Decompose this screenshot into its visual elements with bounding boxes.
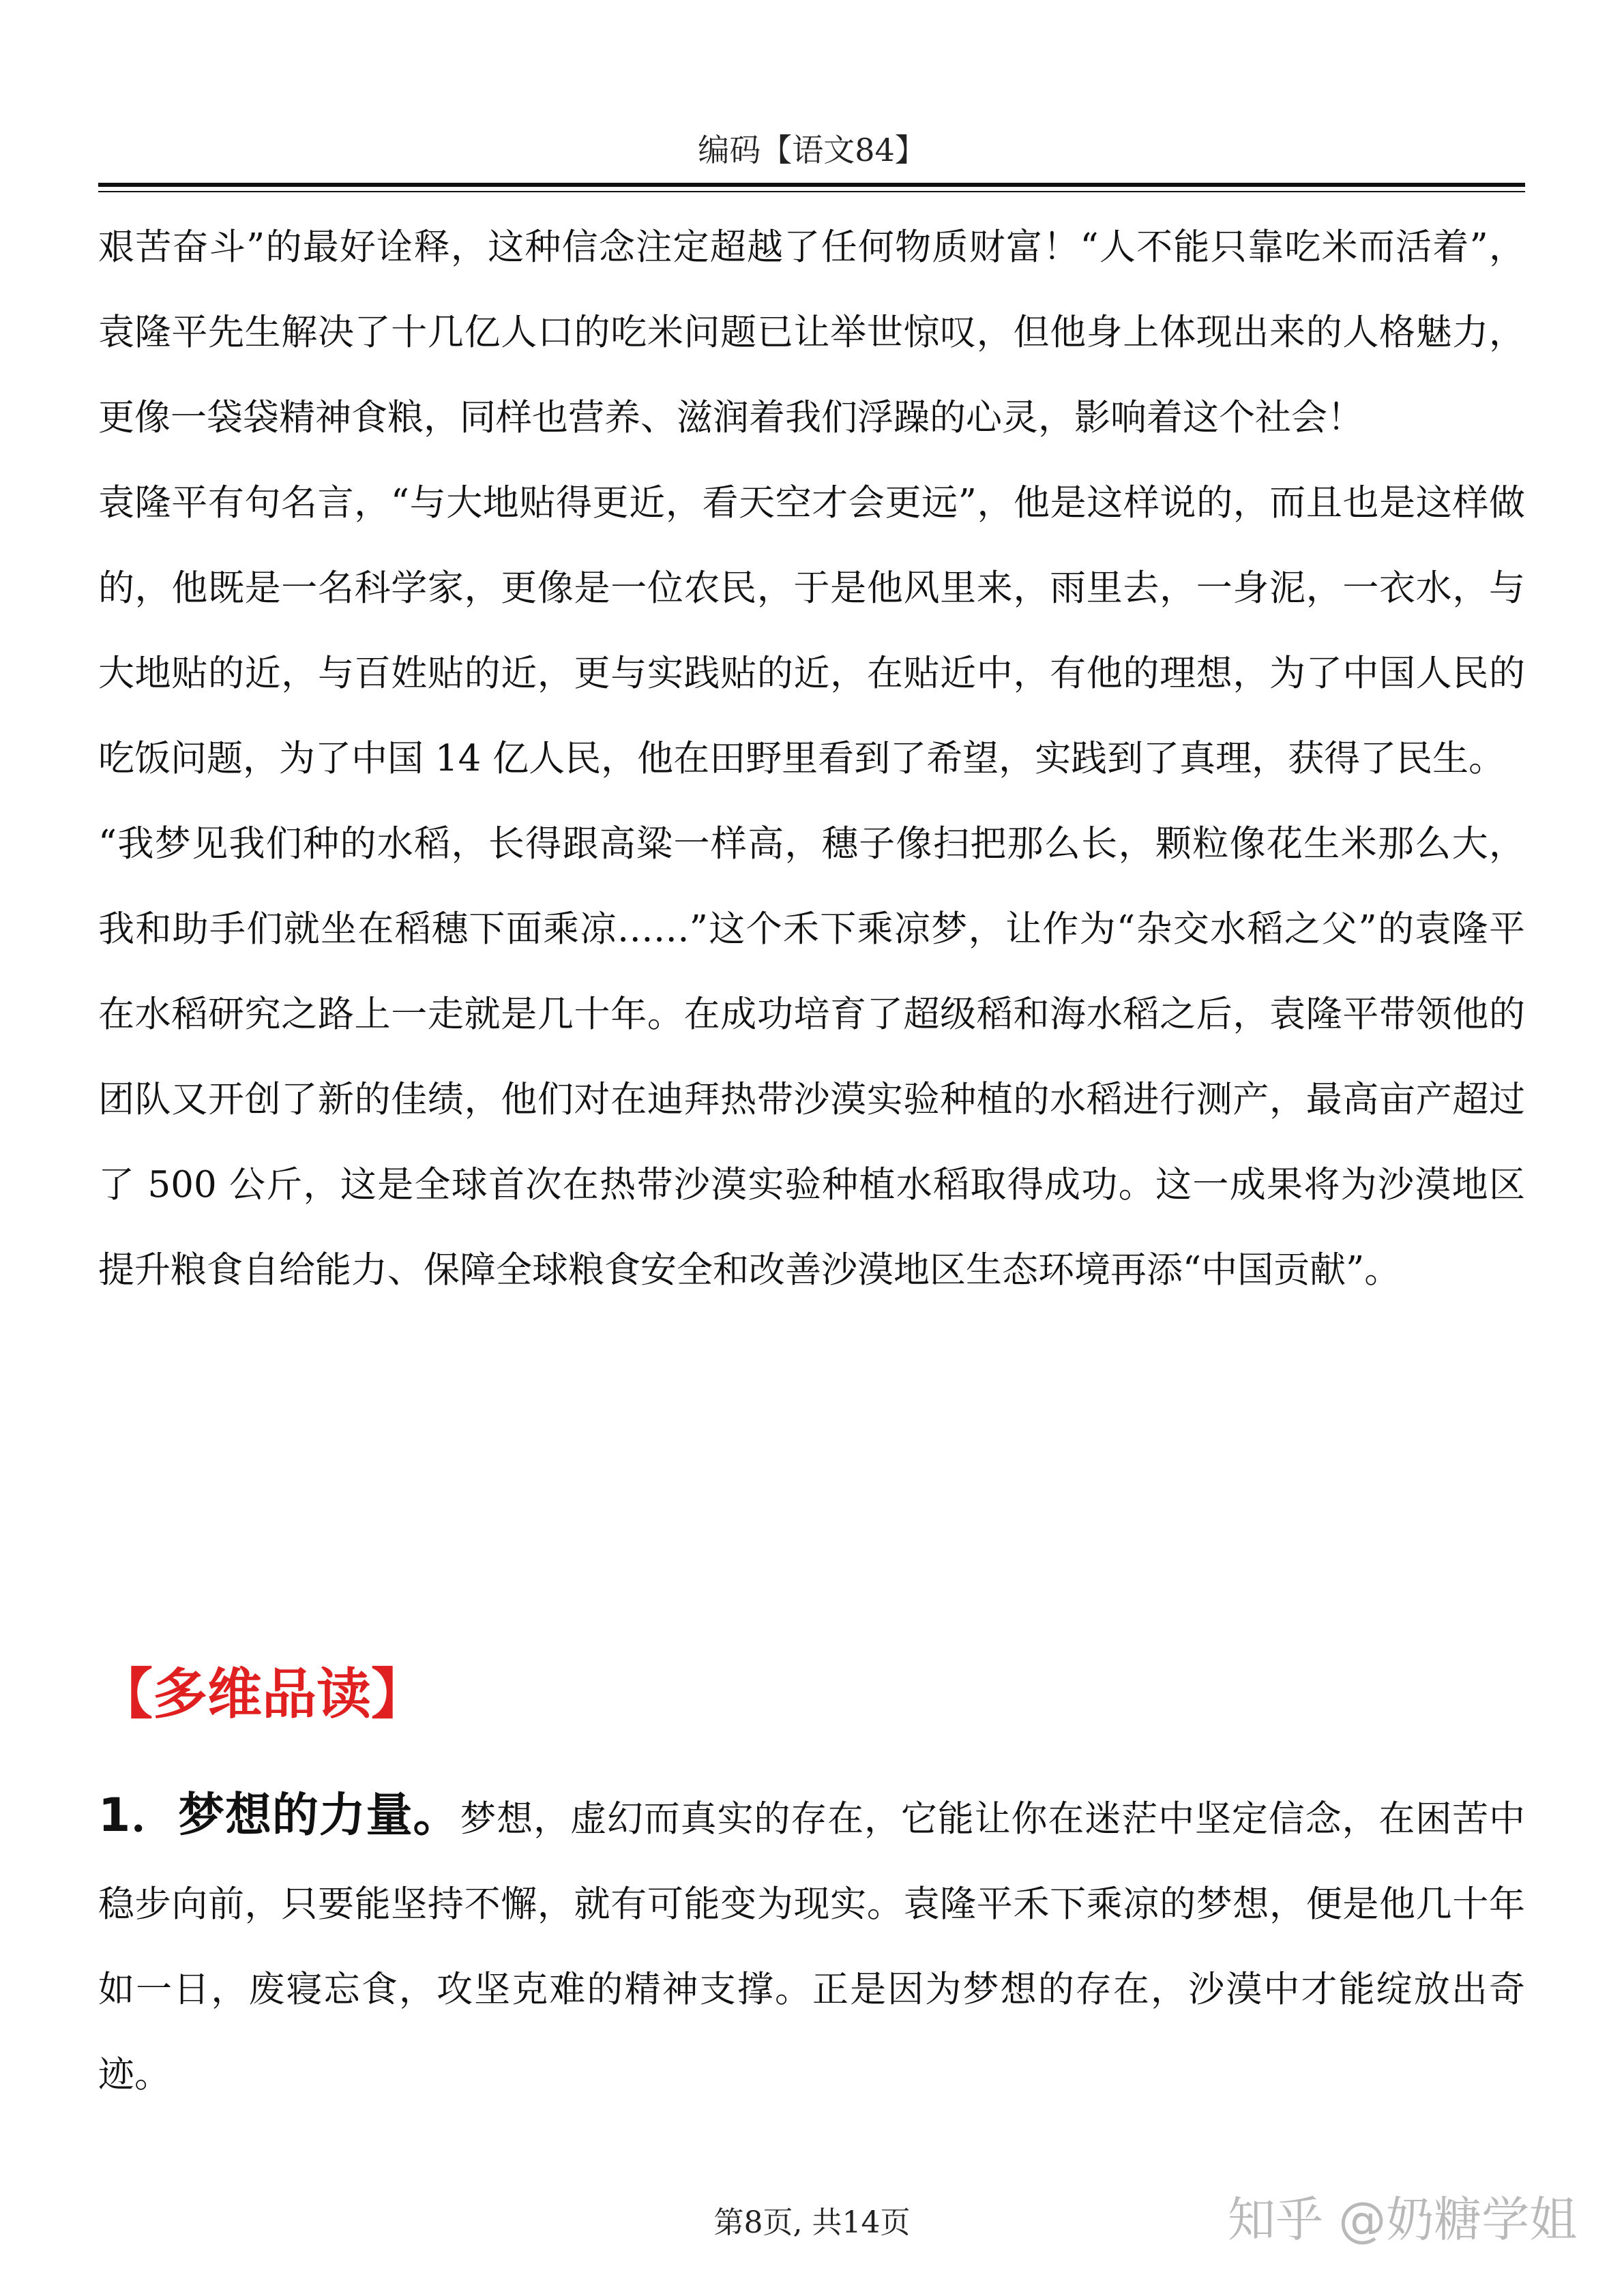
header-rule-thin — [98, 191, 1525, 192]
section-title: 【多维品读】 — [98, 1663, 426, 1726]
document-header-code: 编码【语文84】 — [698, 132, 926, 168]
point-heading: 1．梦想的力量。 — [98, 1789, 460, 1843]
body-text — [98, 205, 1525, 1313]
point-text: 梦想，虚幻而真实的存在，它能让你在迷茫中坚定信念，在困苦中稳步向前，只要能坚持不懈，就有可能变为现实。袁隆平禾下乘凉的梦想，便是他几十年如一日，废寝忘食，攻坚克难的精神支撑。正是因为梦想的存在，沙漠中才能绽放出奇迹。 — [98, 1798, 1525, 2096]
watermark: 知乎 @奶糖学姐 — [1228, 2192, 1578, 2248]
page-number: 第8页, 共14页 — [713, 2205, 911, 2240]
point-block — [98, 1773, 1525, 2117]
header-rule-thick — [98, 183, 1525, 187]
paragraph-3: “我梦见我们种的水稻，长得跟高粱一样高，穗子像扫把那么长，颗粒像花生米那么大，我和助手们就坐在稻穗下面乘凉……”这个禾下乘凉梦，让作为“杂交水稻之父”的袁隆平在水稻研究之路上一走就是几十年。在成功培育了超级稻和海水稻之后，袁隆平带领他的团队又开创了新的佳绩，他们对在迪拜热带沙漠实验种植的水稻进行测产，最高亩产超过了 500 公斤，这是全球首次在热带沙漠实验种植水稻取得成功。这一成果将为沙漠地区提升粮食自给能力、保障全球粮食安全和改善沙漠地区生态环境再添“中国贡献”。 — [98, 823, 1525, 1291]
paragraph-2: 袁隆平有句名言，“与大地贴得更近，看天空才会更远”，他是这样说的，而且也是这样做的，他既是一名科学家，更像是一位农民，于是他风里来，雨里去，一身泥，一衣水，与大地贴的近，与百姓贴的近，更与实践贴的近，在贴近中，有他的理想，为了中国人民的吃饭问题，为了中国 14 亿人民，他在田野里看到了希望，实践到了真理，获得了民生。 — [98, 482, 1525, 779]
paragraph-1: 艰苦奋斗”的最好诠释，这种信念注定超越了任何物质财富！“人不能只靠吃米而活着”，袁隆平先生解决了十几亿人口的吃米问题已让举世惊叹，但他身上体现出来的人格魅力，更像一袋袋精神食粮，同样也营养、滋润着我们浮躁的心灵，影响着这个社会！ — [98, 226, 1525, 438]
